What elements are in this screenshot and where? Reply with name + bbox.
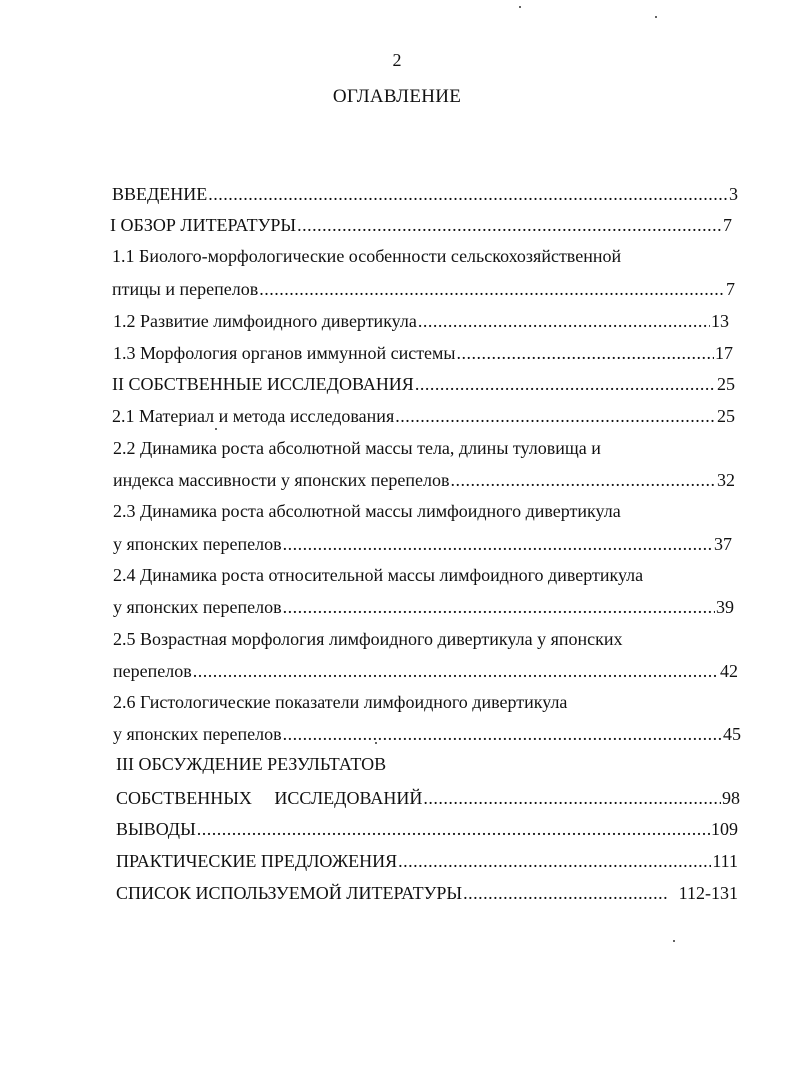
toc-entry-2-3-line2 [113, 533, 732, 555]
toc-entry-1-3 [113, 342, 733, 364]
toc-leader [423, 787, 721, 809]
toc-entry-own-research [112, 373, 735, 395]
toc-entry-practical-proposals [116, 850, 738, 872]
toc-entry-literature-review [110, 214, 732, 236]
toc-entry-page: 37 [714, 534, 732, 554]
toc-entry-2-4-line2 [113, 596, 734, 618]
scan-speck [375, 742, 377, 744]
toc-entry-page: 42 [720, 661, 738, 681]
toc-entry-text: 2.3 Динамика роста абсолютной массы лимфоидного дивертикула [113, 501, 621, 521]
toc-entry-page: 3 [729, 184, 738, 204]
toc-entry-page: 7 [726, 279, 735, 299]
toc-leader [283, 723, 722, 745]
toc-entry-text: ВВЕДЕНИЕ [112, 184, 208, 204]
toc-entry-text: ВЫВОДЫ [116, 819, 196, 839]
toc-entry-page: 25 [717, 406, 735, 426]
toc-entry-text: 1.3 Морфология органов иммунной системы [113, 343, 456, 363]
toc-leader [418, 310, 710, 332]
toc-leader [297, 214, 722, 236]
toc-entry-text: у японских перепелов [113, 534, 282, 554]
scan-speck [655, 16, 657, 18]
toc-entry-page: 32 [717, 470, 735, 490]
toc-entry-page: 109 [711, 819, 738, 839]
scan-speck [519, 6, 521, 8]
toc-leader [457, 342, 714, 364]
toc-entry-text: перепелов [113, 661, 192, 681]
toc-entry-text: 2.2 Динамика роста абсолютной массы тела, длины туловища и [113, 438, 601, 458]
toc-entry-text: 1.1 Биолого-морфологические особенности сельскохозяйственной [112, 246, 622, 266]
toc-entry-text: II СОБСТВЕННЫЕ ИССЛЕДОВАНИЯ [112, 374, 414, 394]
toc-entry-text: у японских перепелов [113, 597, 282, 617]
toc-entry-text: 2.5 Возрастная морфология лимфоидного дивертикула у японских [113, 629, 623, 649]
toc-entry-2-2-line1 [113, 437, 713, 459]
toc-entry-page: 111 [712, 851, 738, 871]
toc-leader [197, 818, 710, 840]
toc-entry-page: 98 [722, 788, 740, 808]
toc-entry-2-6-line2 [113, 723, 741, 745]
toc-entry-text: ПРАКТИЧЕСКИЕ ПРЕДЛОЖЕНИЯ [116, 851, 398, 871]
toc-leader [208, 183, 728, 205]
toc-entry-page: 112-131 [678, 883, 738, 903]
toc-entry-2-3-line1 [113, 500, 733, 522]
toc-entry-text: 2.6 Гистологические показатели лимфоидного дивертикула [113, 692, 568, 712]
toc-entry-2-5-line1 [113, 628, 753, 650]
scan-speck [673, 940, 675, 942]
toc-entry-2-1 [112, 405, 735, 427]
toc-entry-text: I ОБЗОР ЛИТЕРАТУРЫ [110, 215, 297, 235]
toc-entry-text: III ОБСУЖДЕНИЕ РЕЗУЛЬТАТОВ [116, 754, 387, 774]
toc-title: ОГЛАВЛЕНИЕ [332, 86, 462, 107]
toc-entry-text: 2.1 Материал и метода исследования [112, 406, 395, 426]
toc-entry-2-6-line1 [113, 691, 733, 713]
toc-leader [398, 850, 711, 872]
toc-leader [395, 405, 716, 427]
toc-entry-text: индекса массивности у японских перепелов [113, 470, 450, 490]
toc-entry-text: СОБСТВЕННЫХ ИССЛЕДОВАНИЙ [116, 788, 423, 808]
toc-leader [450, 469, 716, 491]
toc-leader [193, 660, 719, 682]
toc-entry-text: СПИСОК ИСПОЛЬЗУЕМОЙ ЛИТЕРАТУРЫ [116, 883, 463, 903]
toc-entry-text: 2.4 Динамика роста относительной массы лимфоидного дивертикула [113, 565, 644, 585]
toc-entry-2-4-line1 [113, 564, 753, 586]
toc-leader [259, 278, 725, 300]
toc-leader [283, 533, 713, 555]
toc-entry-1-1-line1 [112, 245, 712, 267]
toc-leader [463, 882, 669, 904]
toc-entry-page: 45 [723, 724, 741, 744]
toc-leader [283, 596, 715, 618]
toc-entry-introduction [112, 183, 738, 205]
toc-leader [415, 373, 716, 395]
toc-entry-text: у японских перепелов [113, 724, 282, 744]
toc-entry-page: 25 [717, 374, 735, 394]
toc-entry-1-2 [113, 310, 729, 332]
toc-entry-2-2-line2 [113, 469, 735, 491]
toc-entry-references [116, 882, 738, 904]
scan-speck [215, 428, 217, 430]
toc-entry-conclusions [116, 818, 738, 840]
toc-entry-2-5-line2 [113, 660, 738, 682]
toc-entry-page: 13 [711, 311, 729, 331]
toc-entry-page: 7 [723, 215, 732, 235]
toc-entry-page: 39 [716, 597, 734, 617]
toc-entry-text: птицы и перепелов [112, 279, 259, 299]
toc-entry-discussion-line2 [116, 787, 740, 809]
toc-entry-discussion-line1 [116, 753, 516, 775]
toc-entry-page: 17 [715, 343, 733, 363]
toc-entry-text: 1.2 Развитие лимфоидного дивертикула [113, 311, 417, 331]
page-number: 2 [392, 50, 402, 70]
toc-entry-1-1-line2 [112, 278, 735, 300]
